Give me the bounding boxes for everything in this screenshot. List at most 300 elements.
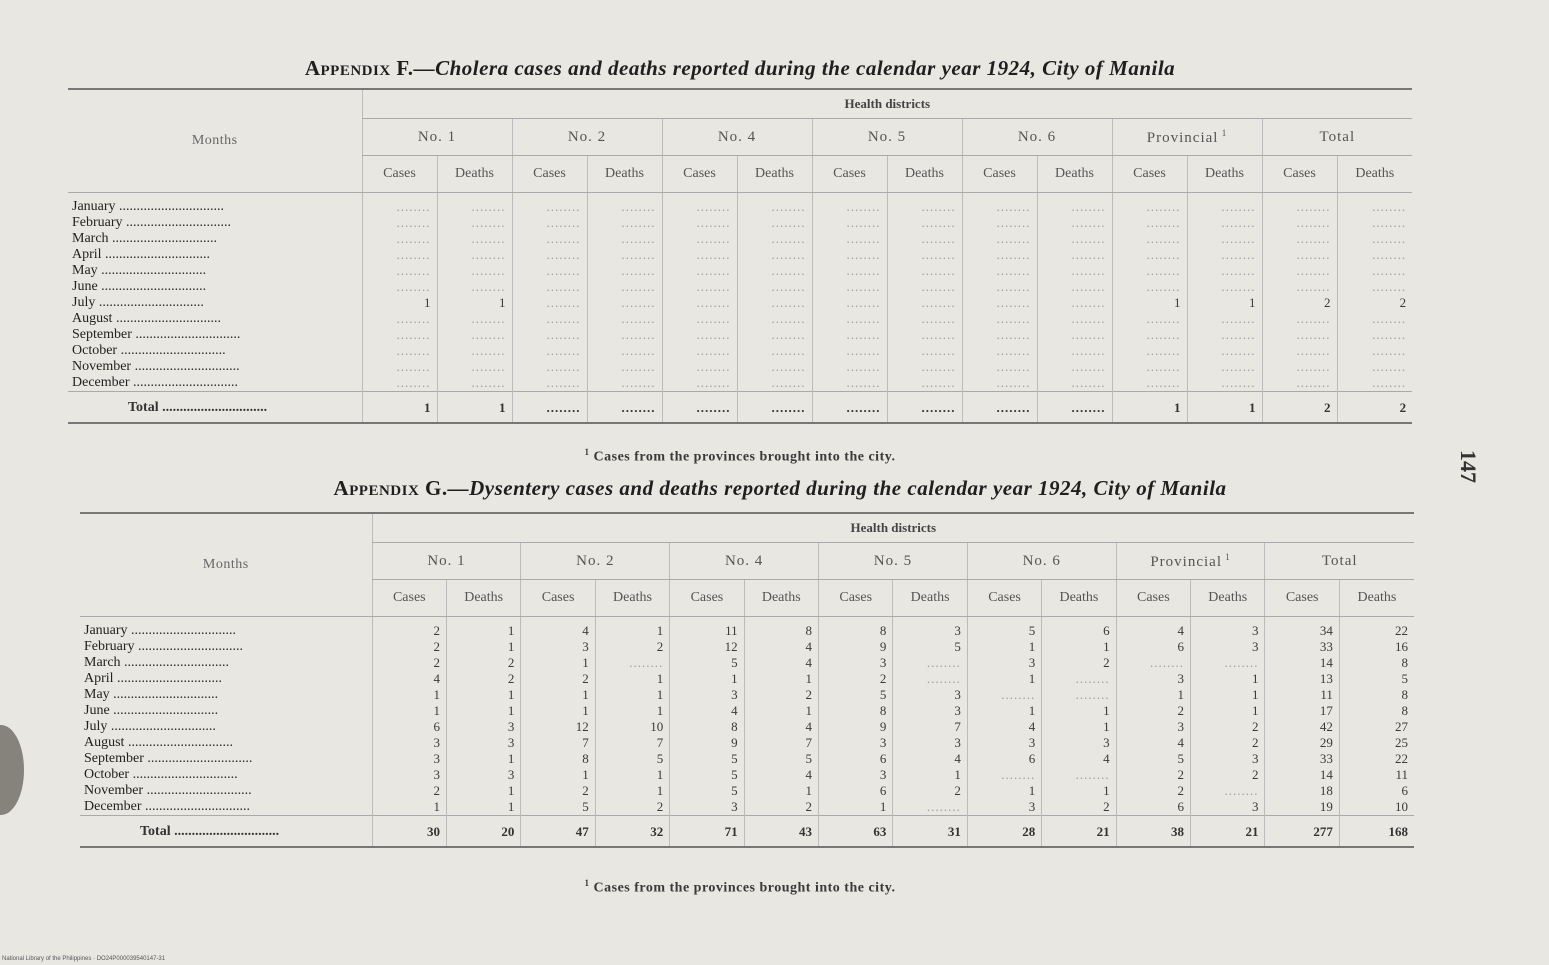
- deaths-cell: ........: [1337, 375, 1412, 392]
- cases-cell: ........: [512, 263, 587, 279]
- deaths-cell: 8: [1339, 703, 1414, 719]
- table-row: [68, 279, 1412, 295]
- total-deaths-cell: ........: [1037, 392, 1112, 424]
- month-label: April ..............................: [72, 247, 211, 262]
- deaths-cell: ........: [887, 193, 962, 216]
- deaths-cell: ........: [887, 311, 962, 327]
- cases-cell: ........: [1262, 311, 1337, 327]
- table-row: [68, 215, 1412, 231]
- table-row: [68, 295, 1412, 311]
- deaths-cell: 5: [1339, 671, 1414, 687]
- table-row: [80, 639, 1414, 655]
- deaths-cell: 2: [595, 799, 669, 816]
- table-row: [80, 655, 1414, 671]
- cases-cell: ........: [1112, 343, 1187, 359]
- cases-cell: ........: [362, 215, 437, 231]
- cases-cell: 1: [521, 655, 595, 671]
- cases-cell: ........: [812, 375, 887, 392]
- deaths-cell: 2: [446, 655, 520, 671]
- dysentery-table: [80, 512, 1414, 848]
- cases-cell: 2: [1116, 783, 1190, 799]
- deaths-cell: ........: [1037, 359, 1112, 375]
- deaths-cell: ........: [1037, 247, 1112, 263]
- cases-cell: ........: [812, 343, 887, 359]
- cases-cell: 13: [1265, 671, 1339, 687]
- cases-cell: ........: [1112, 327, 1187, 343]
- month-label: January ..............................: [84, 623, 237, 638]
- cases-cell: ........: [662, 327, 737, 343]
- cases-cell: 3: [967, 799, 1041, 816]
- deaths-cell: 1: [446, 703, 520, 719]
- deaths-cell: ........: [893, 671, 967, 687]
- deaths-cell: ........: [437, 231, 512, 247]
- cases-cell: 5: [819, 687, 893, 703]
- deaths-header: Deaths: [887, 156, 962, 193]
- district-header-no-2: No. 2: [521, 543, 670, 580]
- cases-cell: 5: [521, 799, 595, 816]
- cases-cell: ........: [512, 193, 587, 216]
- deaths-cell: ........: [1337, 279, 1412, 295]
- deaths-cell: ........: [587, 375, 662, 392]
- cases-header: Cases: [512, 156, 587, 193]
- cases-cell: 9: [670, 735, 744, 751]
- cases-cell: ........: [1262, 343, 1337, 359]
- table-row: [80, 767, 1414, 783]
- footnote-mark: 1: [584, 447, 590, 457]
- cases-cell: ........: [812, 311, 887, 327]
- deaths-cell: 2: [1191, 719, 1265, 735]
- cases-cell: ........: [962, 359, 1037, 375]
- cases-cell: ........: [1262, 215, 1337, 231]
- deaths-cell: 7: [893, 719, 967, 735]
- deaths-cell: 1: [1191, 703, 1265, 719]
- total-cases-cell: 1: [362, 392, 437, 424]
- cases-cell: 4: [967, 719, 1041, 735]
- cases-cell: ........: [662, 279, 737, 295]
- total-cases-cell: 1: [1112, 392, 1187, 424]
- cases-cell: ........: [362, 327, 437, 343]
- cases-cell: 1: [372, 703, 446, 719]
- cases-cell: ........: [812, 193, 887, 216]
- month-label: November ..............................: [84, 783, 252, 798]
- deaths-cell: 4: [1042, 751, 1116, 767]
- table-row: [68, 247, 1412, 263]
- deaths-cell: ........: [1187, 359, 1262, 375]
- deaths-cell: 25: [1339, 735, 1414, 751]
- cases-cell: 1: [967, 703, 1041, 719]
- month-label: July ..............................: [72, 295, 204, 310]
- deaths-cell: 27: [1339, 719, 1414, 735]
- deaths-cell: ........: [587, 193, 662, 216]
- months-header: Months: [80, 513, 372, 617]
- cases-cell: ........: [662, 311, 737, 327]
- total-label: Total ..............................: [68, 392, 362, 424]
- cases-cell: ........: [1112, 375, 1187, 392]
- month-label: May ..............................: [72, 263, 207, 278]
- deaths-cell: ........: [893, 655, 967, 671]
- cases-cell: 1: [967, 671, 1041, 687]
- deaths-cell: ........: [737, 193, 812, 216]
- cases-cell: ........: [812, 279, 887, 295]
- cases-cell: 6: [819, 783, 893, 799]
- deaths-cell: ........: [437, 215, 512, 231]
- deaths-header: Deaths: [1042, 580, 1116, 617]
- months-header: Months: [68, 89, 362, 193]
- cases-cell: 1: [1112, 295, 1187, 311]
- district-header-no-4: No. 4: [670, 543, 819, 580]
- deaths-cell: 7: [744, 735, 818, 751]
- deaths-cell: 3: [1191, 799, 1265, 816]
- total-deaths-cell: 21: [1191, 816, 1265, 848]
- deaths-cell: ........: [1187, 193, 1262, 216]
- table-row: [80, 735, 1414, 751]
- deaths-cell: 22: [1339, 751, 1414, 767]
- appendix-f-caption: [0, 56, 1480, 81]
- cases-cell: 34: [1265, 617, 1339, 640]
- cases-cell: 3: [967, 655, 1041, 671]
- deaths-cell: 4: [744, 639, 818, 655]
- cases-cell: 3: [372, 735, 446, 751]
- deaths-cell: 1: [595, 767, 669, 783]
- cases-cell: ........: [1262, 193, 1337, 216]
- total-cases-cell: 2: [1262, 392, 1337, 424]
- cases-cell: ........: [1112, 263, 1187, 279]
- appendix-f-footnote: [0, 447, 1480, 466]
- deaths-cell: 4: [893, 751, 967, 767]
- appendix-f-prefix: Appendix F.: [304, 56, 414, 80]
- deaths-cell: 1: [893, 767, 967, 783]
- cases-header: Cases: [1262, 156, 1337, 193]
- deaths-cell: 2: [744, 799, 818, 816]
- deaths-cell: 10: [1339, 799, 1414, 816]
- table-row: [68, 359, 1412, 375]
- cases-cell: 42: [1265, 719, 1339, 735]
- deaths-cell: ........: [1337, 231, 1412, 247]
- deaths-cell: 8: [744, 617, 818, 640]
- deaths-cell: 3: [893, 617, 967, 640]
- deaths-cell: 4: [744, 719, 818, 735]
- page-edge-blot: [0, 725, 24, 815]
- deaths-cell: ........: [887, 343, 962, 359]
- cases-cell: 5: [670, 751, 744, 767]
- cases-cell: ........: [662, 263, 737, 279]
- deaths-cell: ........: [887, 375, 962, 392]
- deaths-cell: ........: [587, 263, 662, 279]
- cases-cell: 7: [521, 735, 595, 751]
- cases-cell: ........: [962, 193, 1037, 216]
- deaths-cell: ........: [437, 279, 512, 295]
- deaths-cell: 2: [446, 671, 520, 687]
- cases-cell: 9: [819, 719, 893, 735]
- cases-header: Cases: [962, 156, 1037, 193]
- deaths-cell: 3: [893, 735, 967, 751]
- cases-cell: ........: [362, 311, 437, 327]
- deaths-cell: 11: [1339, 767, 1414, 783]
- cases-cell: 1: [1116, 687, 1190, 703]
- cases-cell: 2: [1116, 767, 1190, 783]
- district-header-no-6: No. 6: [962, 119, 1112, 156]
- cases-cell: 3: [1116, 671, 1190, 687]
- district-header-no-2: No. 2: [512, 119, 662, 156]
- district-header-no-6: No. 6: [967, 543, 1116, 580]
- cases-cell: ........: [1112, 215, 1187, 231]
- cases-cell: ........: [1112, 359, 1187, 375]
- table-row: [68, 263, 1412, 279]
- deaths-cell: ........: [437, 263, 512, 279]
- cases-cell: 3: [372, 751, 446, 767]
- month-label: April ..............................: [84, 671, 223, 686]
- deaths-cell: 1: [446, 617, 520, 640]
- total-deaths-cell: 2: [1337, 392, 1412, 424]
- deaths-header: Deaths: [437, 156, 512, 193]
- cases-cell: ........: [967, 687, 1041, 703]
- deaths-cell: 6: [1339, 783, 1414, 799]
- total-deaths-cell: 32: [595, 816, 669, 848]
- deaths-cell: 2: [744, 687, 818, 703]
- cases-cell: 9: [819, 639, 893, 655]
- table-row: [68, 327, 1412, 343]
- deaths-cell: ........: [737, 311, 812, 327]
- cases-cell: 2: [1262, 295, 1337, 311]
- table-row: [68, 343, 1412, 359]
- deaths-cell: 2: [1337, 295, 1412, 311]
- total-deaths-cell: 168: [1339, 816, 1414, 848]
- cases-cell: ........: [967, 767, 1041, 783]
- cases-cell: ........: [362, 247, 437, 263]
- deaths-cell: ........: [737, 231, 812, 247]
- table-row: [68, 193, 1412, 216]
- district-header-provincial: Provincial $^1$: [1112, 119, 1262, 156]
- cases-cell: ........: [362, 231, 437, 247]
- cases-cell: ........: [512, 311, 587, 327]
- cholera-table: [68, 88, 1412, 424]
- cases-cell: ........: [962, 279, 1037, 295]
- cases-cell: 3: [670, 687, 744, 703]
- total-cases-cell: ........: [662, 392, 737, 424]
- deaths-cell: 8: [1339, 655, 1414, 671]
- cases-cell: 8: [819, 617, 893, 640]
- deaths-cell: ........: [1187, 327, 1262, 343]
- deaths-header: Deaths: [1187, 156, 1262, 193]
- deaths-cell: ........: [893, 799, 967, 816]
- cases-cell: ........: [1112, 193, 1187, 216]
- cases-cell: ........: [512, 375, 587, 392]
- deaths-cell: ........: [1337, 263, 1412, 279]
- cases-cell: 33: [1265, 751, 1339, 767]
- cases-cell: ........: [1112, 311, 1187, 327]
- deaths-cell: ........: [1187, 279, 1262, 295]
- cases-cell: 4: [1116, 617, 1190, 640]
- table-row: [80, 671, 1414, 687]
- cases-cell: ........: [1116, 655, 1190, 671]
- deaths-cell: ........: [737, 359, 812, 375]
- deaths-cell: ........: [437, 359, 512, 375]
- deaths-cell: ........: [1187, 375, 1262, 392]
- cases-cell: ........: [962, 327, 1037, 343]
- deaths-header: Deaths: [1191, 580, 1265, 617]
- cases-cell: 3: [819, 735, 893, 751]
- district-header-no-4: No. 4: [662, 119, 812, 156]
- deaths-cell: 1: [595, 617, 669, 640]
- deaths-cell: ........: [887, 231, 962, 247]
- cases-cell: 8: [521, 751, 595, 767]
- month-label: October ..............................: [84, 767, 238, 782]
- cases-cell: 1: [372, 687, 446, 703]
- deaths-cell: ........: [1037, 215, 1112, 231]
- cases-cell: ........: [962, 247, 1037, 263]
- cases-cell: 11: [1265, 687, 1339, 703]
- cases-cell: ........: [662, 295, 737, 311]
- total-deaths-cell: ........: [587, 392, 662, 424]
- district-header-no-5: No. 5: [812, 119, 962, 156]
- deaths-cell: 2: [1042, 799, 1116, 816]
- month-label: February ..............................: [84, 639, 244, 654]
- table-row: [68, 311, 1412, 327]
- month-label: February ..............................: [72, 215, 232, 230]
- district-header-no-1: No. 1: [372, 543, 521, 580]
- cases-cell: ........: [962, 263, 1037, 279]
- deaths-cell: 2: [1191, 735, 1265, 751]
- district-header-total: Total: [1262, 119, 1412, 156]
- cases-cell: 6: [1116, 799, 1190, 816]
- deaths-cell: 1: [1042, 783, 1116, 799]
- deaths-cell: ........: [1187, 343, 1262, 359]
- deaths-cell: 1: [446, 799, 520, 816]
- deaths-cell: ........: [437, 247, 512, 263]
- total-cases-cell: ........: [512, 392, 587, 424]
- deaths-header: Deaths: [893, 580, 967, 617]
- cases-cell: ........: [362, 375, 437, 392]
- deaths-cell: ........: [1042, 671, 1116, 687]
- cases-cell: ........: [362, 343, 437, 359]
- cases-cell: 5: [670, 767, 744, 783]
- month-label: August ..............................: [84, 735, 233, 750]
- total-cases-cell: 30: [372, 816, 446, 848]
- cases-cell: 4: [670, 703, 744, 719]
- total-deaths-cell: 31: [893, 816, 967, 848]
- deaths-cell: ........: [1337, 193, 1412, 216]
- page-number: 147: [1456, 450, 1481, 483]
- cases-cell: 17: [1265, 703, 1339, 719]
- deaths-cell: 4: [744, 655, 818, 671]
- deaths-cell: 1: [595, 703, 669, 719]
- deaths-cell: ........: [737, 375, 812, 392]
- total-label: Total ..............................: [80, 816, 372, 848]
- deaths-cell: 2: [1042, 655, 1116, 671]
- deaths-cell: ........: [1042, 687, 1116, 703]
- cases-cell: 6: [967, 751, 1041, 767]
- month-label: December ..............................: [72, 375, 239, 390]
- deaths-cell: ........: [587, 327, 662, 343]
- deaths-cell: ........: [1187, 247, 1262, 263]
- cases-cell: 2: [819, 671, 893, 687]
- district-header-provincial: Provincial $^1$: [1116, 543, 1265, 580]
- deaths-cell: ........: [737, 343, 812, 359]
- cases-cell: 3: [819, 767, 893, 783]
- cases-cell: 6: [372, 719, 446, 735]
- cases-cell: 3: [670, 799, 744, 816]
- deaths-cell: ........: [1037, 375, 1112, 392]
- cases-cell: ........: [512, 327, 587, 343]
- deaths-cell: ........: [1042, 767, 1116, 783]
- deaths-cell: 3: [1191, 751, 1265, 767]
- cases-cell: 2: [372, 617, 446, 640]
- cases-cell: 1: [521, 767, 595, 783]
- deaths-cell: 10: [595, 719, 669, 735]
- deaths-header: Deaths: [1339, 580, 1414, 617]
- deaths-cell: ........: [1187, 231, 1262, 247]
- cases-cell: 2: [521, 783, 595, 799]
- cases-cell: ........: [662, 359, 737, 375]
- total-deaths-cell: 21: [1042, 816, 1116, 848]
- cases-cell: ........: [1262, 359, 1337, 375]
- cases-cell: ........: [362, 263, 437, 279]
- deaths-cell: 2: [1191, 767, 1265, 783]
- month-label: July ..............................: [84, 719, 216, 734]
- table-row: [80, 799, 1414, 816]
- cases-cell: 3: [1116, 719, 1190, 735]
- cases-cell: 4: [521, 617, 595, 640]
- cases-cell: 3: [521, 639, 595, 655]
- deaths-cell: 2: [595, 639, 669, 655]
- appendix-g-prefix: Appendix G.: [333, 476, 448, 500]
- deaths-cell: 3: [446, 767, 520, 783]
- total-deaths-cell: 20: [446, 816, 520, 848]
- cases-cell: ........: [1112, 247, 1187, 263]
- cases-cell: ........: [362, 193, 437, 216]
- cases-cell: 33: [1265, 639, 1339, 655]
- cases-cell: 14: [1265, 767, 1339, 783]
- deaths-cell: 1: [1042, 703, 1116, 719]
- cases-cell: ........: [512, 295, 587, 311]
- deaths-cell: 5: [595, 751, 669, 767]
- deaths-header: Deaths: [744, 580, 818, 617]
- cases-header: Cases: [1112, 156, 1187, 193]
- table-row: [80, 703, 1414, 719]
- deaths-cell: ........: [1037, 263, 1112, 279]
- month-label: March ..............................: [84, 655, 230, 670]
- deaths-cell: 2: [893, 783, 967, 799]
- cases-cell: 5: [967, 617, 1041, 640]
- deaths-cell: ........: [437, 311, 512, 327]
- cases-cell: ........: [512, 279, 587, 295]
- cases-cell: ........: [1262, 263, 1337, 279]
- month-label: November ..............................: [72, 359, 240, 374]
- deaths-cell: ........: [1187, 311, 1262, 327]
- cases-cell: 29: [1265, 735, 1339, 751]
- cases-cell: 1: [521, 687, 595, 703]
- table-row: [68, 375, 1412, 392]
- cases-header: Cases: [819, 580, 893, 617]
- cases-cell: 1: [819, 799, 893, 816]
- footnote-mark: 1: [1222, 551, 1231, 562]
- deaths-cell: 1: [446, 639, 520, 655]
- month-label: June ..............................: [72, 279, 207, 294]
- cases-cell: 5: [670, 655, 744, 671]
- cases-cell: 3: [967, 735, 1041, 751]
- cases-cell: 1: [372, 799, 446, 816]
- deaths-cell: ........: [437, 193, 512, 216]
- deaths-header: Deaths: [1337, 156, 1412, 193]
- cases-cell: ........: [1262, 247, 1337, 263]
- deaths-cell: 1: [446, 751, 520, 767]
- cases-cell: ........: [1262, 375, 1337, 392]
- cases-cell: ........: [512, 343, 587, 359]
- cases-cell: ........: [812, 263, 887, 279]
- deaths-cell: ........: [1191, 783, 1265, 799]
- table-row: [80, 719, 1414, 735]
- appendix-g-caption: [40, 476, 1520, 501]
